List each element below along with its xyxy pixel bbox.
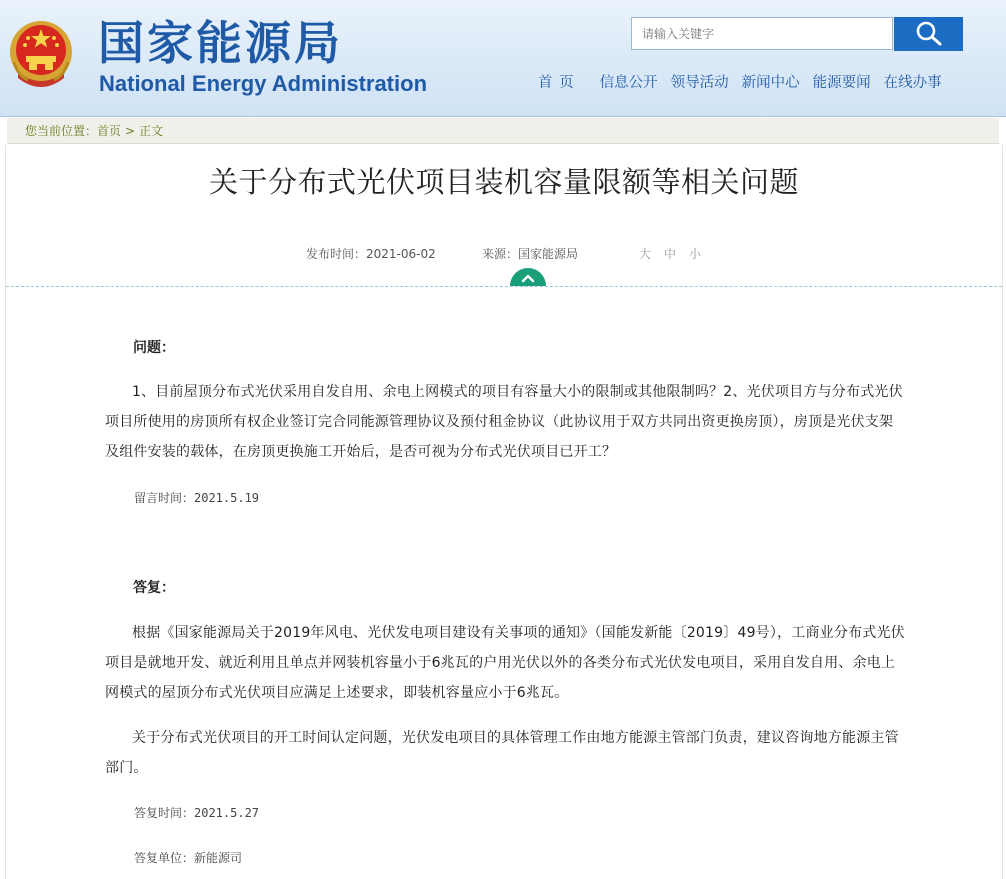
divider bbox=[6, 286, 1002, 287]
site-title-en[interactable]: National Energy Administration bbox=[99, 71, 428, 96]
publish-time: 发布时间：2021-06-02 bbox=[306, 247, 436, 261]
site-title-cn[interactable]: 国家能源局 bbox=[98, 16, 343, 70]
article-container bbox=[5, 145, 1003, 879]
chevron-up-icon bbox=[510, 268, 546, 286]
font-size-large[interactable]: 大 bbox=[639, 247, 652, 261]
article-source: 来源：国家能源局 bbox=[482, 247, 579, 261]
national-emblem-icon[interactable] bbox=[8, 16, 74, 90]
breadcrumb-separator: > bbox=[125, 124, 136, 138]
font-size-small[interactable]: 小 bbox=[689, 247, 702, 261]
question-time: 留言时间：2021.5.19 bbox=[134, 491, 260, 505]
main-nav bbox=[527, 72, 942, 94]
font-size-control bbox=[639, 245, 701, 263]
font-size-medium[interactable]: 中 bbox=[664, 247, 677, 261]
question-text: 1、目前屋顶分布式光伏采用自发自用、余电上网模式的项目有容量大小的限制或其他限制吗？2、光伏项目方与分布式光伏项目所使用的房顶所有权企业签订完合同能源管理协议及预付租金协议（此协议用于双方共同出资更换房顶），房顶是光伏支架及组件安装的载体，在房顶更换施工开始后，是否可视为分布式光伏项目已开工？ bbox=[105, 384, 903, 460]
breadcrumb-prefix: 您当前位置： bbox=[25, 124, 98, 138]
nav-news-center[interactable]: 新闻中心 bbox=[741, 75, 800, 91]
answer-unit: 答复单位：新能源司 bbox=[134, 851, 243, 865]
nav-info-disclosure[interactable]: 信息公开 bbox=[599, 75, 658, 91]
answer-paragraph-2: 关于分布式光伏项目的开工时间认定问题，光伏发电项目的具体管理工作由地方能源主管部门负责，建议咨询地方能源主管部门。 bbox=[105, 730, 899, 776]
nav-online-services[interactable]: 在线办事 bbox=[883, 75, 942, 91]
page-title: 关于分布式光伏项目装机容量限额等相关问题 bbox=[208, 165, 799, 199]
search-button[interactable] bbox=[894, 17, 963, 51]
answer-label: 答复： bbox=[133, 580, 175, 596]
search-icon bbox=[915, 20, 943, 46]
question-label: 问题： bbox=[133, 340, 175, 356]
answer-time: 答复时间：2021.5.27 bbox=[134, 806, 260, 820]
nav-leader-activities[interactable]: 领导活动 bbox=[670, 75, 729, 91]
breadcrumb bbox=[7, 118, 999, 144]
search-input[interactable] bbox=[631, 17, 893, 50]
collapse-toggle[interactable] bbox=[510, 268, 546, 286]
breadcrumb-home[interactable]: 首页 bbox=[97, 124, 122, 138]
answer-paragraph-1: 根据《国家能源局关于2019年风电、光伏发电项目建设有关事项的通知》（国能发新能〔2019〕49号），工商业分布式光伏项目是就地开发、就近利用且单点并网装机容量小于6兆瓦的户用光伏以外的各类分布式光伏发电项目，采用自发自用、余电上网模式的屋顶分布式光伏项目应满足上述要求，即装机容量应小于6兆瓦。 bbox=[105, 625, 905, 701]
nav-energy-news[interactable]: 能源要闻 bbox=[812, 75, 871, 91]
breadcrumb-current: 正文 bbox=[139, 124, 164, 138]
nav-home[interactable]: 首 页 bbox=[538, 75, 575, 91]
site-header bbox=[0, 0, 1006, 117]
